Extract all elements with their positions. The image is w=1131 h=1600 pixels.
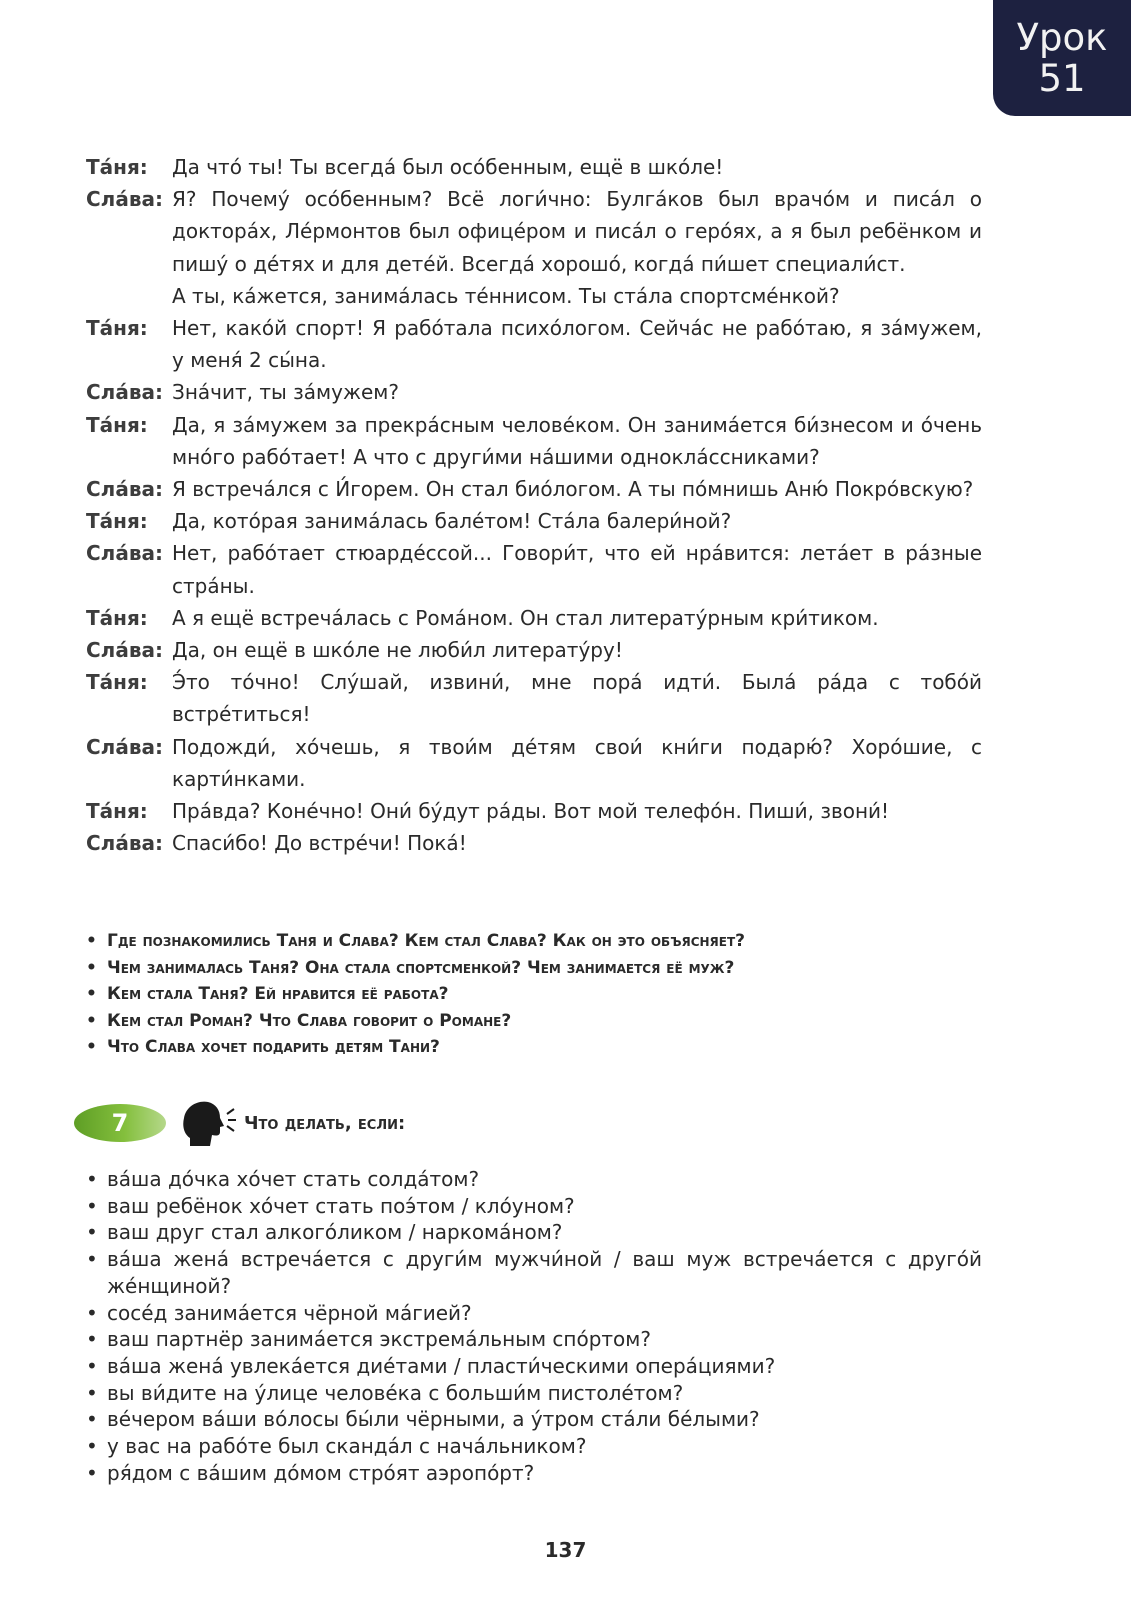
situation-item: • ря́дом с ва́шим до́мом стро́ят аэропо́рт?	[86, 1460, 982, 1487]
question-item: • Что Слава хочет подарить детям Тани?	[86, 1034, 986, 1061]
speaker: Та́ня:	[86, 799, 148, 824]
speaker: Сла́ва:	[86, 831, 163, 856]
dialog-line	[86, 602, 982, 634]
replica: А ты, ка́жется, занима́лась те́ннисом. Ты ста́ла спортсме́нкой?	[172, 283, 840, 308]
situation-item: • сосе́д занима́ется чёрной ма́гией?	[86, 1300, 982, 1327]
dialog-line	[86, 537, 982, 601]
replica: Зна́чит, ты за́мужем?	[172, 380, 399, 405]
dialog-line	[86, 280, 982, 312]
situation-item: • у вас на рабо́те был сканда́л с нача́льником?	[86, 1433, 982, 1460]
task-header	[74, 1098, 405, 1148]
situation-item: • ваш ребёнок хо́чет стать поэ́том / кло́уном?	[86, 1193, 982, 1220]
speaker: Сла́ва:	[86, 187, 163, 212]
dialog-line	[86, 409, 982, 473]
page-number: 137	[544, 1538, 587, 1562]
speaker: Та́ня:	[86, 605, 148, 630]
replica: Я встреча́лся с И́горем. Он стал био́логом. А ты по́мнишь Аню́ Покро́вскую?	[172, 477, 974, 502]
replica: Да что́ ты! Ты всегда́ был осо́бенным, ещё в шко́ле!	[172, 155, 724, 179]
replica: Подожди́, хо́чешь, я твои́м де́тям свои́ кни́ги подарю́? Хоро́шие, с карти́нками.	[172, 734, 982, 791]
speaker: Та́ня:	[86, 670, 148, 695]
speaking-head-icon	[180, 1098, 240, 1148]
replica: А я ещё встреча́лась с Рома́ном. Он стал литерату́рным кри́тиком.	[172, 605, 879, 630]
question-item: • Чем занималась Таня? Она стала спортсменкой? Чем занимается её муж?	[86, 955, 986, 982]
situation-item: • ве́чером ва́ши во́лосы бы́ли чёрными, а у́тром ста́ли бе́лыми?	[86, 1406, 982, 1433]
replica: Да, кото́рая занима́лась бале́том! Ста́ла балери́ной?	[172, 509, 732, 534]
replica: Да, он ещё в шко́ле не люби́л литерату́ру!	[172, 638, 623, 663]
dialog-line	[86, 505, 982, 537]
lesson-tab	[993, 0, 1131, 116]
speaker: Сла́ва:	[86, 638, 163, 663]
dialog-line	[86, 731, 982, 795]
speaker: Сла́ва:	[86, 541, 163, 566]
question-item: • Кем стал Роман? Что Слава говорит о Романе?	[86, 1008, 986, 1035]
dialog-line	[86, 827, 982, 859]
dialog-line	[86, 312, 982, 376]
speaker: Та́ня:	[86, 155, 148, 179]
replica: Я? Почему́ осо́бенным? Всё логи́чно: Булга́ков был врачо́м и писа́л о доктора́х, Ле́рмонтов был офице́ром и писа́л о геро́ях, а я был ребёнком и пишу́ о де́тях и для дете́й. Всегда́ хорошо́, когда́ пи́шет специали́ст.	[172, 187, 982, 276]
comprehension-questions	[86, 928, 986, 1061]
dialog-line	[86, 666, 982, 730]
dialog	[86, 151, 982, 859]
speaker	[86, 280, 172, 312]
situation-item: • ва́ша до́чка хо́чет стать солда́том?	[86, 1166, 982, 1193]
replica: Да, я за́мужем за прекра́сным челове́ком. Он занима́ется би́знесом и о́чень мно́го рабо́тает! А что с други́ми на́шими однокла́ссниками?	[172, 412, 982, 469]
replica: Э́то то́чно! Слу́шай, извини́, мне пора́ идти́. Была́ ра́да с тобо́й встре́титься!	[172, 670, 982, 727]
lesson-tab-word: Урок	[1016, 16, 1108, 59]
task-number-badge: 7	[74, 1104, 166, 1142]
situation-item: • ва́ша жена́ увлека́ется дие́тами / пласти́ческими опера́циями?	[86, 1353, 982, 1380]
situation-item: • ва́ша жена́ встреча́ется с други́м мужчи́ной / ваш муж встреча́ется с друго́й же́нщиной?	[86, 1246, 982, 1299]
replica: Нет, како́й спорт! Я рабо́тала психо́логом. Сейча́с не рабо́таю, я за́мужем, у меня́ 2 сы́на.	[172, 316, 982, 373]
replica: Нет, рабо́тает стюарде́ссой... Говори́т, что ей нра́вится: лета́ет в ра́зные стра́ны.	[172, 541, 982, 598]
speaker: Сла́ва:	[86, 380, 163, 405]
dialog-line	[86, 183, 982, 280]
situation-item: • вы ви́дите на у́лице челове́ка с больши́м пистоле́том?	[86, 1380, 982, 1407]
replica: Спаси́бо! До встре́чи! Пока́!	[172, 831, 467, 856]
situation-item: • ваш друг стал алкого́ликом / наркома́ном?	[86, 1219, 982, 1246]
speaker: Сла́ва:	[86, 734, 163, 759]
question-item: • Где познакомились Таня и Слава? Кем стал Слава? Как он это объясняет?	[86, 928, 986, 955]
speaker: Та́ня:	[86, 509, 148, 534]
task-title: Что делать, если:	[244, 1112, 406, 1134]
lesson-tab-number: 51	[1038, 57, 1086, 100]
speaker: Та́ня:	[86, 412, 148, 437]
dialog-line	[86, 376, 982, 408]
speaker: Сла́ва:	[86, 477, 163, 502]
situations-list	[86, 1166, 982, 1486]
dialog-line	[86, 634, 982, 666]
question-item: • Кем стала Таня? Ей нравится её работа?	[86, 981, 986, 1008]
dialog-line	[86, 795, 982, 827]
replica: Пра́вда? Коне́чно! Они́ бу́дут ра́ды. Вот мой телефо́н. Пиши́, звони́!	[172, 799, 890, 824]
speaker: Та́ня:	[86, 316, 148, 341]
dialog-line	[86, 151, 982, 183]
situation-item: • ваш партнёр занима́ется экстрема́льным спо́ртом?	[86, 1326, 982, 1353]
dialog-line	[86, 473, 982, 505]
